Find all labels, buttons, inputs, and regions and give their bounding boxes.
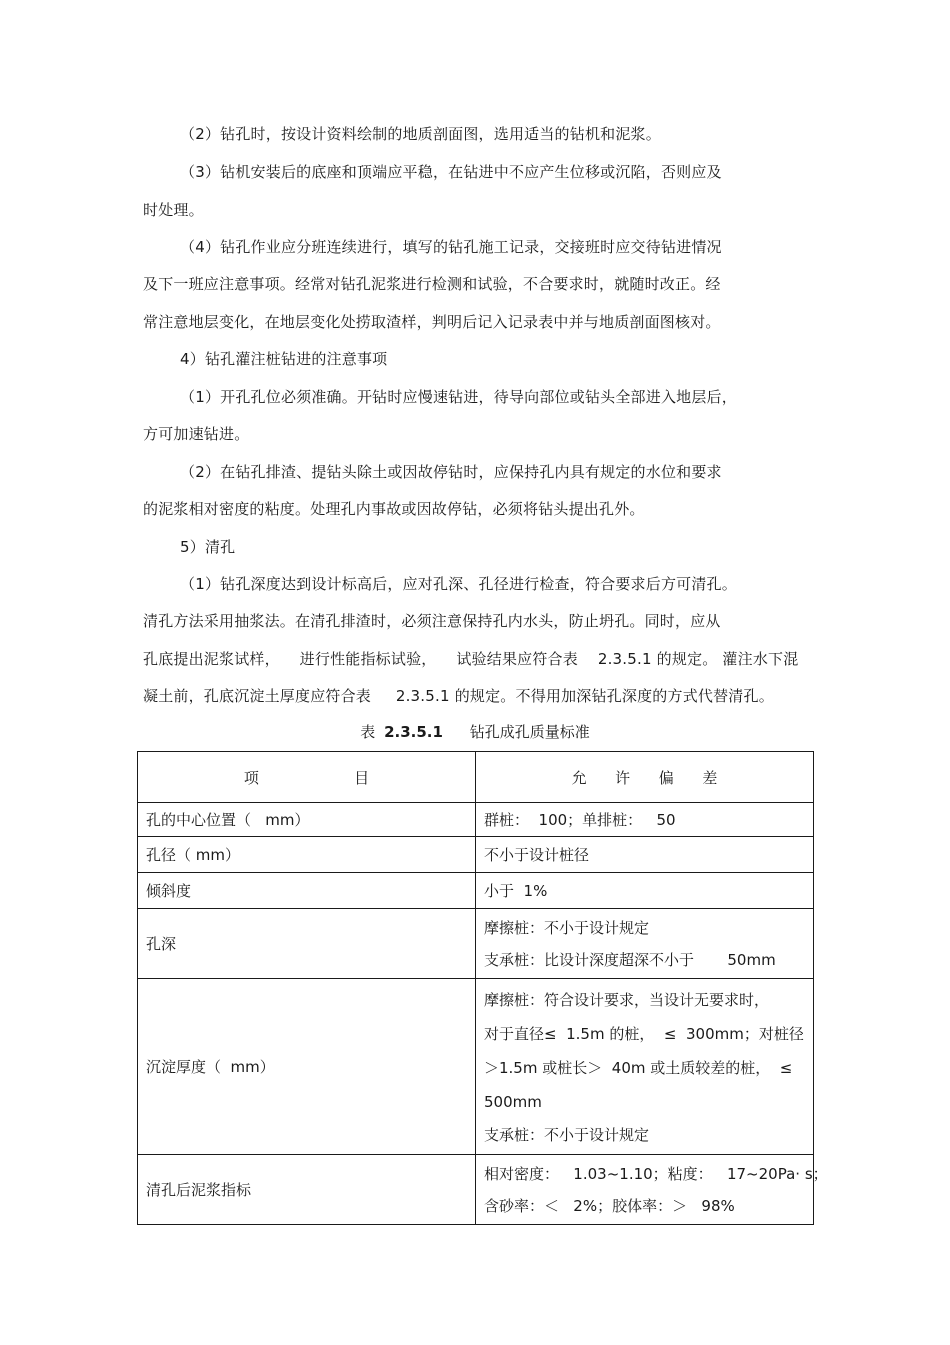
paragraph-line: 方可加速钻进。 xyxy=(143,425,250,443)
paragraph-line: （2）钻孔时，按设计资料绘制的地质剖面图，选用适当的钻机和泥浆。 xyxy=(180,125,661,143)
row-value: 群桩： 100；单排桩： 50 xyxy=(476,803,814,837)
caption-number: 2.3.5.1 xyxy=(384,723,443,741)
table-caption xyxy=(0,722,950,742)
table-row xyxy=(138,909,814,979)
row-item: 清孔后泥浆指标 xyxy=(138,1155,476,1225)
row-value: 不小于设计桩径 xyxy=(476,837,814,873)
caption-title: 钻孔成孔质量标准 xyxy=(469,723,590,741)
row-value-cell xyxy=(476,1155,828,1225)
row-value: 支承桩：比设计深度超深不小于 50mm xyxy=(484,950,776,969)
paragraph-line: （3）钻机安装后的底座和顶端应平稳，在钻进中不应产生位移或沉陷，否则应及 xyxy=(180,163,722,181)
paragraph-line: 时处理。 xyxy=(143,201,204,219)
row-value: 含砂率：＜ 2%；胶体率：＞ 98% xyxy=(484,1196,735,1215)
row-value-cell xyxy=(476,909,814,979)
row-value: 支承桩：不小于设计规定 xyxy=(484,1125,650,1144)
row-value: 对于直径≤ 1.5m 的桩， ≤ 300mm；对桩径 xyxy=(484,1024,804,1043)
row-value: 小于 1% xyxy=(476,873,814,909)
row-value-cell xyxy=(476,979,814,1155)
table-row xyxy=(138,1155,814,1225)
paragraph-line: （2）在钻孔排渣、提钻头除土或因故停钻时，应保持孔内具有规定的水位和要求 xyxy=(180,463,722,481)
paragraph-line: 及下一班应注意事项。经常对钻孔泥浆进行检测和试验，不合要求时，就随时改正。经 xyxy=(143,275,721,293)
row-item: 倾斜度 xyxy=(138,873,476,909)
quality-standard-table xyxy=(137,751,828,1225)
section-heading: 5）清孔 xyxy=(180,538,236,556)
row-item: 孔径（ mm） xyxy=(138,837,476,873)
row-value: ＞1.5m 或桩长＞ 40m 或土质较差的桩， ≤ xyxy=(484,1058,793,1077)
table-row xyxy=(138,803,814,837)
row-value: 摩擦桩：不小于设计规定 xyxy=(484,918,650,937)
paragraph-line: 的泥浆相对密度的粘度。处理孔内事故或因故停钻，必须将钻头提出孔外。 xyxy=(143,500,645,518)
row-value: 摩擦桩：符合设计要求，当设计无要求时， xyxy=(484,990,770,1009)
paragraph-line: 常注意地层变化，在地层变化处捞取渣样，判明后记入记录表中并与地质剖面图核对。 xyxy=(143,313,721,331)
table-row xyxy=(138,873,814,909)
caption-prefix: 表 xyxy=(360,723,376,741)
header-item: 项 目 xyxy=(138,752,476,803)
header-tolerance: 允 许 偏 差 xyxy=(476,752,814,803)
row-value: 相对密度： 1.03~1.10；粘度： 17~20Pa· s； xyxy=(484,1164,828,1183)
paragraph-line: 清孔方法采用抽浆法。在清孔排渣时，必须注意保持孔内水头，防止坍孔。同时，应从 xyxy=(143,612,721,630)
row-item: 孔深 xyxy=(138,909,476,979)
table-row xyxy=(138,837,814,873)
table-row xyxy=(138,979,814,1155)
row-item: 沉淀厚度（ mm） xyxy=(138,979,476,1155)
paragraph-line: （4）钻孔作业应分班连续进行，填写的钻孔施工记录，交接班时应交待钻进情况 xyxy=(180,238,722,256)
paragraph-line: 凝土前，孔底沉淀土厚度应符合表 2.3.5.1 的规定。不得用加深钻孔深度的方式代替清孔。 xyxy=(143,687,774,705)
section-heading: 4）钻孔灌注桩钻进的注意事项 xyxy=(180,350,388,368)
paragraph-line: 孔底提出泥浆试样， 进行性能指标试验， 试验结果应符合表 2.3.5.1 的规定。 灌注水下混 xyxy=(143,650,799,668)
paragraph-line: （1）开孔孔位必须准确。开钻时应慢速钻进，待导向部位或钻头全部进入地层后， xyxy=(180,388,737,406)
paragraph-line: （1）钻孔深度达到设计标高后，应对孔深、孔径进行检查，符合要求后方可清孔。 xyxy=(180,575,737,593)
table-header-row xyxy=(138,752,814,803)
row-item: 孔的中心位置（ mm） xyxy=(138,803,476,837)
row-value: 500mm xyxy=(484,1092,542,1111)
